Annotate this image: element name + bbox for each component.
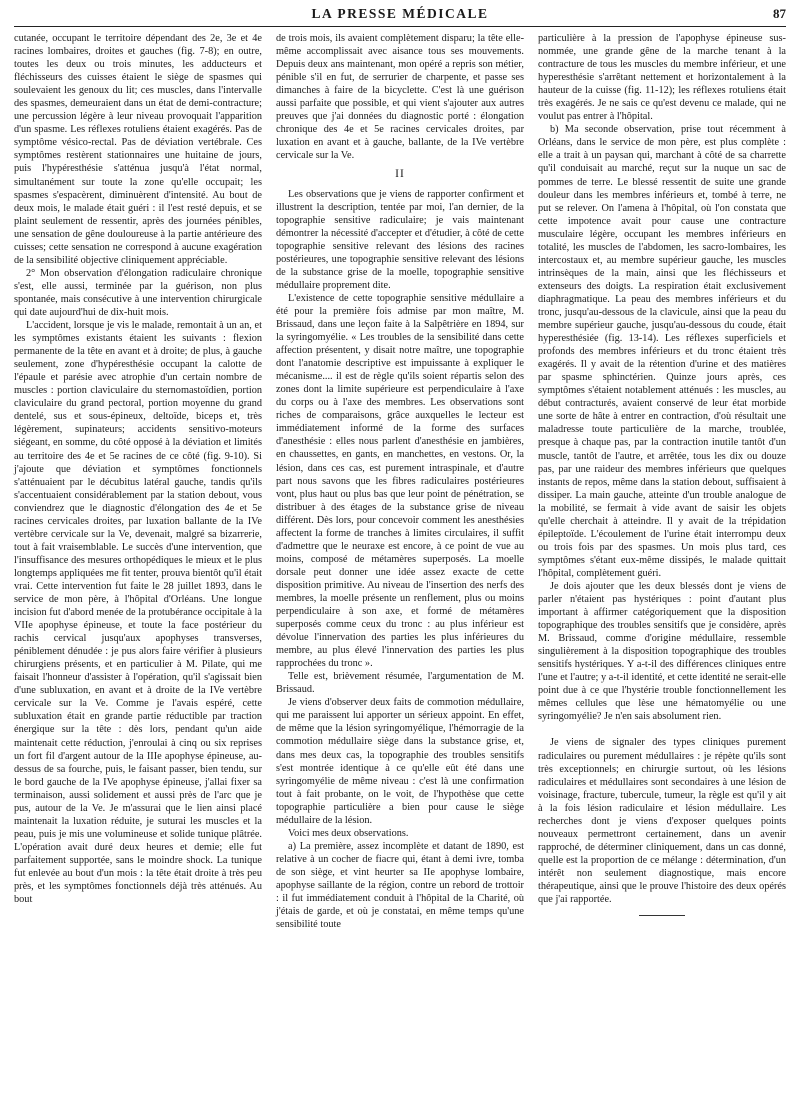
paragraph: Je viens d'observer deux faits de commotion médullaire, qui me paraissent lui apporter un sérieux appoint. En effet, de même que la lésion syringomyélique, l'hémorragie de la commotion médullaire siège dans la substance grise, et, dans mes deux cas, la topographie des troubles sensitifs s'est montrée identique à ce qu'elle eût été dans une syringomyélie de même niveau : c'est là une confirmation tout à fait probante, on le voit, de l'hypothèse que cette topographie particulière a bien pour cause le siège médullaire de la lésion. bbox=[276, 697, 524, 826]
page-number: 87 bbox=[773, 6, 786, 21]
text-column-2 bbox=[276, 32, 524, 931]
paragraph: cutanée, occupant le territoire dépendant des 2e, 3e et 4e racines lombaires, droites et gauches (fig. 7-8); en outre, toutes les deux ou trois minutes, les adducteurs et fléchisseurs des cuisses étaient le siège de spasmes qui soulevaient les genoux du lit; ces muscles, dans l'intervalle des spasmes, demeuraient dans un état de demi-contracture; une percussion légère à leur niveau provoquait l'apparition d'un spasme. Les réflexes rotuliens étaient exagérés. Pas de symptôme vésico-rectal. Pas de déviation vertébrale. Ces symptômes restèrent stationnaires une huitaine de jours, puis l'hypéresthésie s'atténua jusqu'à l'état normal, simultanément sur toute la zone qu'elle occupait; les spasmes s'espacèrent, diminuèrent d'intensité. Au bout de deux mois, le malade était guéri : il l'est resté depuis, et se plaint seulement de ressentir, après des journées pénibles, une sensation de gêne douloureuse à la partie antérieure des cuisses; cette sensation ne correspond à aucune exagération de la sensibilité objective cliniquement appréciable. bbox=[14, 33, 262, 266]
end-rule bbox=[639, 915, 685, 916]
text-column-3 bbox=[538, 32, 786, 916]
text-column-1 bbox=[14, 32, 262, 906]
paragraph: particulière à la pression de l'apophyse épineuse sus-nommée, une grande gêne de la marche tenant à la contracture de tous les muscles du membre inférieur, et une hyperesthésie s'arrêtant nettement et horizontalement à la hauteur de la cuisse (fig. 11-12); les réflexes rotuliens était très exagérés. Je ne sais ce qu'est devenu ce malade, qui ne voulut pas entrer à l'hôpital. bbox=[538, 33, 786, 123]
journal-title: LA PRESSE MÉDICALE bbox=[311, 6, 489, 21]
section-heading: II bbox=[395, 168, 405, 181]
paragraph: Je dois ajouter que les deux blessés dont je viens de parler n'étaient pas hystériques : point d'autant plus important à affirmer catégoriquement que la disposition topographique des troubles sensitifs que je considère, après M. Brissaud, comme d'origine médullaire, ressemble singulièrement à la disposition topographique des troubles sensitifs hystériques. Y a-t-il des différences cliniques entre l'une et l'autre; y a-t-il identité, et cette identité ne serait-elle point due à ce que l'hystérie trouble fonctionnellement les mêmes cellules que lèse une hématomyélie ou une syringomyélie? Je n'en sais absolument rien. bbox=[538, 580, 786, 723]
paragraph: de trois mois, ils avaient complètement disparu; la tête elle-même accomplissait avec aisance tous ses mouvements. Depuis deux ans maintenant, mon opéré a repris son métier, pénible s'il en fut, de serrurier de charpente, et passe ses dimanches à faire de la bicyclette. C'est là une guérison aussi parfaite que possible, et qui vient s'ajouter aux autres preuves que j'ai données du diagnostic porté : élongation chronique des 4e et 5e racines cervicales droites, par luxation en avant et à gauche, ballante, de la IVe vertèbre cervicale sur la Ve. bbox=[276, 33, 524, 162]
paragraph: 2° Mon observation d'élongation radiculaire chronique s'est, elle aussi, terminée par la guérison, non plus spontanée, mais consécutive à une intervention chirurgicale qui date aujourd'hui de dix-huit mois. bbox=[14, 267, 262, 318]
paragraph: Voici mes deux observations. bbox=[288, 827, 409, 839]
paragraph: Je viens de signaler des types cliniques purement radiculaires ou purement médullaires : je répète qu'ils sont très exceptionnels; en chirurgie surtout, où les lésions radiculaires et médullaires sont secondaires à une lésion de voisinage, fracture, tubercule, tumeur, la règle est qu'il y ait à la fois lésion radiculaire et lésion médullaire. Les recherches dont je viens d'exposer quelques points nouveaux permettront certainement, dans un avenir rapproché, de déterminer cliniquement, dans un cas donné, quelle est la proportion de ce mélange : détermination, d'un intérêt non seulement diagnostique, mais encore thérapeutique, ainsi que le prouve l'histoire des deux opérés que j'ai rapportée. bbox=[538, 737, 786, 906]
paragraph: L'existence de cette topographie sensitive médullaire a été pour la première fois admise par mon maître, M. Brissaud, dans une leçon faite à la Salpêtrière en 1894, sur la syringomyélie. « Les troubles de la sensibilité dans cette affection présentent, y disait notre maître, une topographie dont l'anatomie descriptive est impuissante à expliquer le mécanisme.... il est de règle qu'ils soient répartis selon des zones dont la limite supérieure est perpendiculaire à l'axe du corps ou à l'axe des membres. Les observations sont riches de comparaisons, grâce auxquelles le lecteur est immédiatement informé de la forme des surfaces d'anesthésie : elles nous parlent d'anesthésie en jambières, en chaussettes, en gants, en manchettes, en vestons. Or, la lésion, dans ces cas, est purement intraspinale, et d'autre part nous savons que les fibres radiculaires postérieures vont, plus haut ou plus bas que leur point de pénétration, se distribuer à des étages de la substance grise de niveau différent. Dès lors, pour concevoir comment les anesthésies affectent la forme de tranches à limites circulaires, il suffit d'admettre que le neuraxe est encore, à ce point de vue au moins, composé de métamères superposés. La moelle dorsale peut donner une idée assez exacte de cette disposition primitive. Au niveau de l'insertion des nerfs des membres, la moelle présente un renflement, plus ou moins perpendiculaire à son axe, et formé de métamères superposés comme ceux du tronc : au plus inférieur est dévolue l'innervation des parties les plus inférieures du membre, au plus élevé l'innervation des parties les plus rapprochées du tronc ». bbox=[276, 292, 524, 670]
paragraph: a) La première, assez incomplète et datant de 1890, est relative à un cocher de fiacre qui, étant à demi ivre, tomba de son siège, et vint heurter sa IIe apophyse lombaire, apophyse saillante de la région, contre un rebord de trottoir : il fut immédiatement conduit à l'hôpital de la Charité, où j'étais de garde, et où je constatai, en même temps qu'une sensibilité toute bbox=[276, 840, 524, 931]
paragraph: Telle est, brièvement résumée, l'argumentation de M. Brissaud. bbox=[276, 671, 524, 696]
paragraph: Les observations que je viens de rapporter confirment et illustrent la description, tentée par moi, l'an dernier, de la topographie sensitive radiculaire; je vais maintenant démontrer la nécessité d'accepter et d'étudier, à côté de cette topographie sensitive relevant des lésions des racines postérieures, une topographie sensitive relevant des lésions de la substance grise de la moelle, topographie sensitive médullaire proprement dite. bbox=[276, 188, 524, 291]
running-header bbox=[14, 6, 786, 27]
paragraph: L'accident, lorsque je vis le malade, remontait à un an, et les symptômes existants étaient les suivants : flexion permanente de la tête en avant et à droite; de plus, à gauche seulement, zone d'hypéresthésie occupant la calotte de l'épaule et parésie avec atrophie d'un certain nombre de muscles : portion claviculaire du sternomastoïdien, portion claviculaire du grand pectoral, portion moyenne du grand dentelé, sus et sous-épineux, deltoïde, biceps et, très légèrement, supinateurs; accidents sensitivo-moteurs siégeant, en somme, du côté opposé à la déviation et limités au territoire des 4e et 5e racines de ce côté (fig. 9-10). Si j'ajoute que déviation et symptômes fonctionnels s'atténuaient par le décubitus latéral gauche, tandis qu'ils s'accentuaient considérablement par la station debout, vous conviendrez que le diagnostic d'élongation des 4e et 5e racines cervicales droites, par luxation ballante de la IVe vertèbre cervicale sur la Ve, devenait, malgré sa bizarrerie, tout à fait vraisemblable. Le succès d'une intervention, que l'insuffisance des mesures orthopédiques le mieux et le plus longtemps appliquées me fit tenter, prouva bientôt qu'il était vrai. Cette intervention fut faite le 28 juillet 1893, dans le service de mon père, à l'hôpital d'Orléans. Une longue incision fut d'abord menée de la protubérance occipitale à la VIIe apophyse épineuse, et toute la face postérieur du rachis cervical jusqu'aux apophyses transverses, péniblement dénudée : je pus alors faire vérifier à plusieurs chirurgiens présents, et en particulier à M. Pilate, qui me faisait l'honneur d'assister à l'opération, qu'il s'agissait bien d'une subluxation, en avant et à droite de la IVe vertèbre cervicale sur la Ve. Comme je l'avais espéré, cette subluxation était en grande partie réductible par traction énergique sur la tête : dès lors, pendant qu'un aide maintenait cette réduction, j'enroulai à cinq ou six reprises un fort fil d'argent autour de la IIIe apophyse épineuse, au-dessus de sa fourche, puis, le faisant passer, bien tendu, sur le bord gauche de la IVe apophyse épineuse, j'allai fixer sa terminaison, aussi solidement et aussi près de l'arc que je pus, autour de la Ve. Je m'assurai que le lien ainsi placé maintenait la luxation réduite, je suturai les muscles et la peau, puis je mis une volumineuse et solide tunique plâtrée. L'opération avait duré deux heures et demie; elle fut parfaitement supportée, sans le moindre shock. La tunique fut enlevée au bout d'un mois : la tête était droite à très peu près, et les symptômes fonctionnels déjà très atténués. Au bout bbox=[14, 320, 262, 906]
paragraph: b) Ma seconde observation, prise tout récemment à Orléans, dans le service de mon père, est plus complète : elle a trait à un paysan qui, marchant à côté de sa charrette qu'il conduisait au marché, reçut sur la nuque un sac de pommes de terre. Le blessé ressentit de suite une grande douleur dans les membres inférieurs et, tombé à terre, ne put se relever. On l'amena à l'hôpital, où l'on constata que cette impotence avait pour cause une contracture musculaire légère, occupant les membres inférieurs en totalité, les muscles de l'abdomen, les sacro-lombaires, les intercostaux et, au membre supérieur gauche, les muscles intrinsèques de la main, ainsi que les fléchisseurs et extenseurs des doigts. La respiration était exclusivement diaphragmatique. La peau des membres inférieurs et du tronc, jusqu'au-dessous de la clavicule, ainsi que la peau du membre supérieur gauche, jusqu'au-dessous du coude, était hyperesthésiée (fig. 13-14). Les réflexes superficiels et profonds des membres inférieurs et du tronc étaient très exagérés. Il y avait de la rétention d'urine et des matières par spasme sphinctérien. Quinze jours après, ces symptômes s'étaient notablement atténués : les muscles, au début contracturés, avaient conservé de leur état morbide une sorte de hâte à entrer en contraction, d'où résultait une maladresse toute particulière de la marche, troublée, presque à chaque pas, par la contraction inutile tantôt d'un muscle, tantôt de l'autre, et arrêtée, tous les dix ou douze pas, par une raideur des membres inférieurs que quelques instants de repos, même dans la station debout, suffisaient à dissiper. La main gauche, atteinte d'un trouble analogue de la mobilité, se fermait à vide avant de saisir les objets qu'elle cherchait à atteindre. Il y avait de la trépidation épileptoïde. L'écoulement de l'urine était interrompu deux ou trois fois par des spasmes. Un mois plus tard, ces symptômes s'étant eux-même dissipés, le malade quittait l'hôpital, complètement guéri. bbox=[538, 124, 786, 579]
